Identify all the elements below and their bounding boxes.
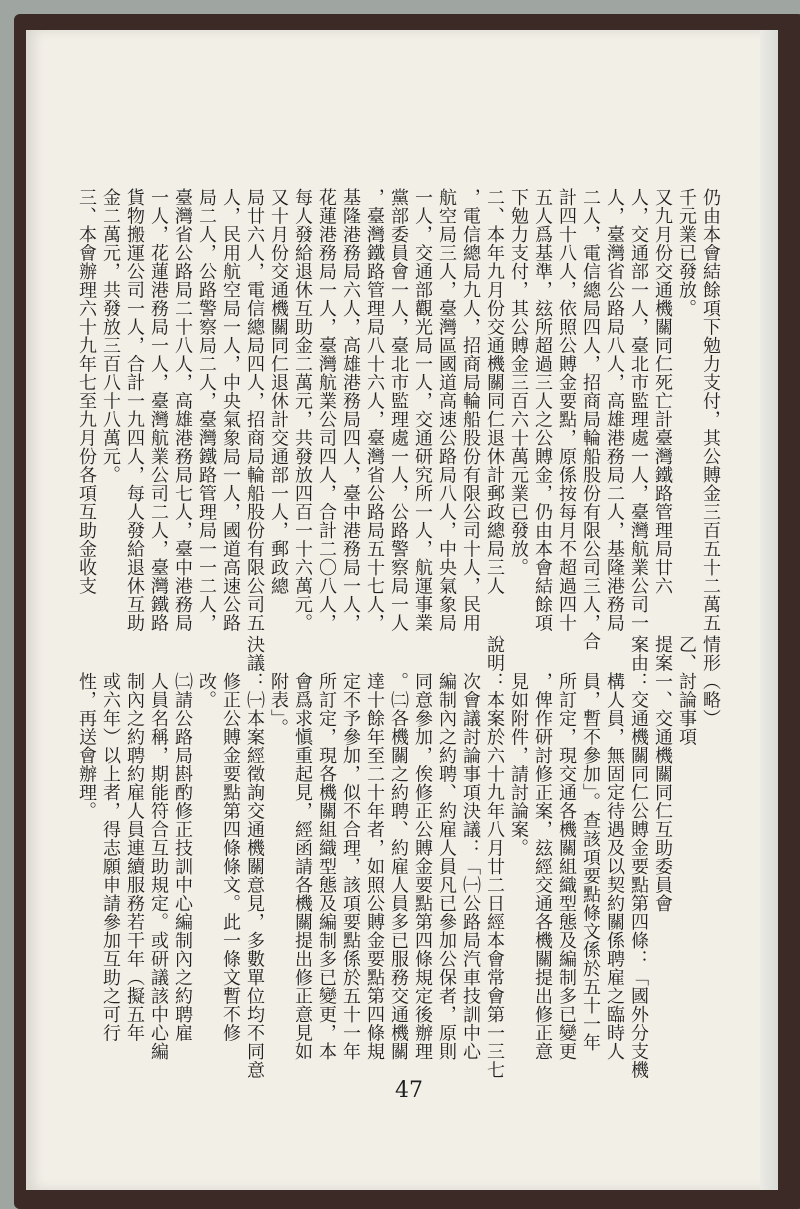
text-column: 一人，交通部觀光局一人，交通研究所一人，航運事業: [412, 188, 433, 632]
text-column: 五人爲基準，玆所超過三人之公賻金，仍由本會結餘項: [532, 188, 553, 632]
text-column: ㈡請公路局斟酌修正技訓中心編制內之約聘雇: [172, 635, 193, 1042]
text-column: 修正公賻金要點第四條條文。此一條文暫不修: [220, 635, 241, 1042]
text-column: 金二萬元，共發放三百八十八萬元。: [100, 188, 121, 484]
text-column: 一人，花蓮港務局一人，臺灣航業公司二人，臺灣鐵路: [148, 188, 169, 632]
text-column: 決議：㈠本案經徵詢交通機關意見，多數單位均不同意: [244, 635, 265, 1079]
text-column: ，臺灣鐵路管理局八十六人，臺灣省公路局五十七人，: [364, 188, 385, 632]
text-column: 人員名稱，期能符合互助規定。或研議該中心編: [148, 635, 169, 1061]
text-column: 會爲求愼重起見，經函請各機關提出修正意見如: [292, 635, 313, 1061]
text-column: 編制內之約聘、約雇人員凡已參加公保者，原則: [436, 635, 457, 1061]
text-column: 局廿六人，電信總局四人，招商局輪船股份有限公司五: [244, 188, 265, 632]
text-column: 所訂定，現各機關組織型態及編制多已變更，本: [316, 635, 337, 1061]
text-column: ，俾作研討修正案，玆經交通各機關提出修正意: [532, 635, 553, 1061]
text-column: 局二人，公路警察局二人，臺灣鐵路管理局一一二人，: [196, 188, 217, 632]
text-column: 貨物搬運公司一人，合計一九四人，每人發給退休互助: [124, 188, 145, 632]
text-column: 情形（略）: [700, 635, 721, 728]
text-column: 。㈡各機關之約聘、約雇人員多已服務交通機關: [388, 635, 409, 1061]
text-column: 見如附件，請討論案。: [508, 635, 529, 857]
text-column: 同意參加，俟修正公賻金要點第四條規定後辦理: [412, 635, 433, 1061]
text-column: 所訂定，現交通各機關組織型態及編制多已變更: [556, 635, 577, 1061]
text-column: 黨部委員會一人，臺北市監理處一人，公路警察局一人: [388, 188, 409, 632]
text-column: 次會議討論事項決議：「㈠公路局汽車技訓中心: [460, 635, 481, 1061]
text-column: 又九月份交通機關同仁死亡計臺灣鐵路管理局廿六: [652, 188, 673, 595]
page-edge: [760, 30, 778, 1190]
text-column: 又十月份交通機關同仁退休計交通部一人，郵政總: [268, 188, 289, 595]
text-column: 達十餘年至二十年者，如照公賻金要點第四條規: [364, 635, 385, 1061]
text-column: ，電信總局九人，招商局輪船股份有限公司十人，民用: [460, 188, 481, 632]
text-column: 計四十八人，依照公賻金要點，原係按每月不超過四十: [556, 188, 577, 632]
text-column: 千元業已發放。: [676, 188, 697, 318]
text-column: 性，再送會辦理。: [76, 635, 97, 820]
text-column: 航空局三人，臺灣區國道高速公路局八人，中央氣象局: [436, 188, 457, 632]
text-column: 或六年）以上者，得志願申請參加互助之可行: [100, 635, 121, 1042]
text-column: 員，暫不參加」。查該項要點條文係於五十一年: [580, 635, 601, 1052]
text-column: 二人，電信總局四人，招商局輪船股份有限公司三人，合: [580, 188, 601, 651]
text-column: 二、本年九月份交通機關同仁退休計郵政總局三人: [484, 188, 505, 595]
text-column: 仍由本會結餘項下勉力支付，其公賻金三百五十二萬五: [700, 188, 721, 632]
text-column: 下勉力支付，其公賻金三百六十萬元業已發放。: [508, 188, 529, 577]
text-column: 花蓮港務局一人，臺灣航業公司四人，合計二〇八人，: [316, 188, 337, 632]
text-column: 人，交通部一人，臺北市監理處一人，臺灣航業公司一: [628, 188, 649, 632]
text-column: 說明：本案於六十九年八月廿二日經本會常會第一三七: [484, 635, 505, 1079]
text-column: 三、本會辦理六十九年七至九月份各項互助金收支: [76, 188, 97, 595]
text-column: 構人員，無固定待遇及以契約關係聘雇之臨時人: [604, 635, 625, 1061]
text-column: 基隆港務局六人，高雄港務局四人，臺中港務局一人，: [340, 188, 361, 632]
text-column: 改。: [196, 635, 217, 709]
text-column: 定不予參加，似不合理，該項要點係於五十一年: [340, 635, 361, 1061]
text-column: 每人發給退休互助金二萬元，共發放四百一十六萬元。: [292, 188, 313, 632]
text-column: 案由：交通機關同仁公賻金要點第四條：「國外分支機: [628, 635, 649, 1079]
text-column: 人，臺灣省公路局八人，高雄港務局二人，基隆港務局: [604, 188, 625, 632]
text-column: 制內之約聘約雇人員連續服務若干年（擬五年: [124, 635, 145, 1042]
page-number: 47: [395, 1078, 423, 1103]
text-column: 提案一、交通機關同仁互助委員會: [652, 635, 673, 913]
text-column: 附表」。: [268, 635, 289, 737]
text-column: 乙、討論事項: [676, 635, 697, 746]
book-page: [26, 30, 778, 1190]
text-column: 人，民用航空局一人，中央氣象局一人，國道高速公路: [220, 188, 241, 632]
text-column: 臺灣省公路局二十八人，高雄港務局七人，臺中港務局: [172, 188, 193, 632]
